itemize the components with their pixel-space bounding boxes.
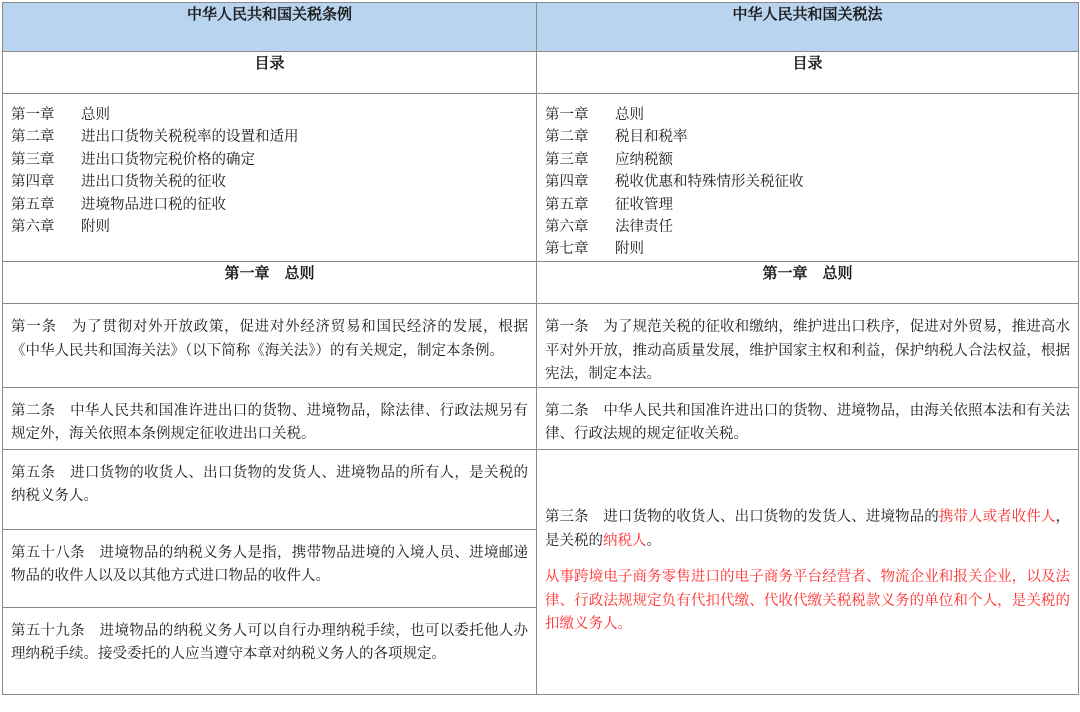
toc-left-item-title: 总则 xyxy=(81,107,110,123)
toc-right-item-title: 征收管理 xyxy=(615,196,673,213)
left-article-59: 第五十九条 进境物品的纳税义务人可以自行办理纳税手续，也可以委托他人办理纳税手续。接受委托的人应当遵守本章对纳税义务人的各项规定。 xyxy=(11,622,528,662)
right-article-3-para2: 从事跨境电子商务零售进口的电子商务平台经营者、物流企业和报关企业，以及法律、行政法规规定负有代扣代缴、代收代缴关税税款义务的单位和个人，是关税的扣缴义务人。 xyxy=(545,569,1070,633)
toc-right-list xyxy=(537,94,1078,261)
toc-right-item-title: 税目和税率 xyxy=(615,129,688,146)
toc-right-item-num: 第六章 xyxy=(545,219,589,236)
toc-left-list xyxy=(3,94,536,238)
toc-right-item-title: 总则 xyxy=(615,107,644,123)
toc-left-item-num: 第五章 xyxy=(11,196,55,213)
right-article-2: 第二条 中华人民共和国准许进出口的货物、进境物品，由海关依照本法和有关法律、行政法规的规定征收关税。 xyxy=(545,402,1070,442)
left-article-59-cell xyxy=(3,607,537,694)
header-right: 中华人民共和国关税法 xyxy=(537,3,1079,52)
toc-right-item-num: 第二章 xyxy=(545,129,589,146)
toc-left-item xyxy=(11,104,528,126)
header-row xyxy=(3,3,1079,52)
toc-left-item-num: 第二章 xyxy=(11,129,55,146)
right-article-1-cell xyxy=(537,304,1079,388)
article2-row xyxy=(3,387,1079,449)
chapter1-right: 第一章 总则 xyxy=(537,262,1079,304)
toc-label-row xyxy=(3,52,1079,94)
toc-left-item-title: 附则 xyxy=(81,219,110,236)
toc-left-item-num: 第六章 xyxy=(11,219,55,236)
toc-left-item-title: 进出口货物关税税率的设置和适用 xyxy=(81,129,299,146)
toc-left-item-num: 第一章 xyxy=(11,107,55,123)
toc-right-item xyxy=(545,238,1070,260)
toc-right-item-title: 应纳税额 xyxy=(615,151,673,168)
chapter1-row xyxy=(3,262,1079,304)
toc-right-item-num: 第一章 xyxy=(545,107,589,123)
left-article-2-cell xyxy=(3,387,537,449)
toc-right-item xyxy=(545,104,1070,126)
right-article-1: 第一条 为了规范关税的征收和缴纳，维护进出口秩序，促进对外贸易，推进高水平对外开放，推动高质量发展，维护国家主权和利益，保护纳税人合法权益，根据宪法，制定本法。 xyxy=(545,319,1070,382)
toc-left-item xyxy=(11,216,528,238)
toc-right-item xyxy=(545,126,1070,148)
article1-row xyxy=(3,304,1079,388)
left-article-1-cell xyxy=(3,304,537,388)
toc-right-cell xyxy=(537,94,1079,262)
left-article-2: 第二条 中华人民共和国准许进出口的货物、进境物品，除法律、行政法规另有规定外，海关依照本条例规定征收进出口关税。 xyxy=(11,402,528,442)
toc-left-item xyxy=(11,194,528,216)
article3-text-a: 第三条 进口货物的收货人、出口货物的发货人、进境物品的 xyxy=(545,509,939,526)
toc-label-right: 目录 xyxy=(537,52,1079,94)
toc-label-left: 目录 xyxy=(3,52,537,94)
article3-highlight-taxpayer: 纳税人 xyxy=(603,532,647,549)
toc-right-item-num: 第三章 xyxy=(545,151,589,168)
left-article-58: 第五十八条 进境物品的纳税义务人是指，携带物品进境的入境人员、进境邮递物品的收件人以及以其他方式进口物品的收件人。 xyxy=(11,544,528,584)
toc-left-item xyxy=(11,171,528,193)
toc-row xyxy=(3,94,1079,262)
right-article-3 xyxy=(537,506,1078,637)
right-article-3-para1 xyxy=(545,506,1070,553)
toc-right-item xyxy=(545,216,1070,238)
toc-right-item-title: 附则 xyxy=(615,241,644,258)
taxpayer-row-1 xyxy=(3,449,1079,529)
toc-right-item-num: 第四章 xyxy=(545,174,589,191)
right-article-2-cell xyxy=(537,387,1079,449)
article3-text-c: 。 xyxy=(646,532,661,549)
toc-right-item xyxy=(545,194,1070,216)
toc-right-item-num: 第五章 xyxy=(545,196,589,213)
toc-right-item xyxy=(545,171,1070,193)
toc-right-item-num: 第七章 xyxy=(545,241,589,258)
header-left: 中华人民共和国关税条例 xyxy=(3,3,537,52)
toc-left-cell xyxy=(3,94,537,262)
toc-left-item-title: 进出口货物完税价格的确定 xyxy=(81,151,255,168)
chapter1-left: 第一章 总则 xyxy=(3,262,537,304)
right-article-3-cell xyxy=(537,449,1079,694)
toc-left-item xyxy=(11,149,528,171)
toc-left-item-num: 第三章 xyxy=(11,151,55,168)
toc-left-item-num: 第四章 xyxy=(11,174,55,191)
article3-highlight-carrier: 携带人或者收件人 xyxy=(938,509,1056,526)
article3-text-b: ，是关税的 xyxy=(545,509,1070,549)
left-article-1: 第一条 为了贯彻对外开放政策，促进对外经济贸易和国民经济的发展，根据《中华人民共和国海关法》（以下简称《海关法》）的有关规定，制定本条例。 xyxy=(11,319,528,359)
toc-right-item xyxy=(545,149,1070,171)
left-article-5-cell xyxy=(3,449,537,529)
toc-left-item xyxy=(11,126,528,148)
left-article-5: 第五条 进口货物的收货人、出口货物的发货人、进境物品的所有人，是关税的纳税义务人。 xyxy=(11,464,528,504)
left-article-58-cell xyxy=(3,529,537,607)
toc-right-item-title: 税收优惠和特殊情形关税征收 xyxy=(615,174,804,191)
toc-left-item-title: 进境物品进口税的征收 xyxy=(81,196,226,213)
toc-left-item-title: 进出口货物关税的征收 xyxy=(81,174,226,191)
toc-right-item-title: 法律责任 xyxy=(615,219,673,236)
comparison-table xyxy=(2,2,1079,695)
